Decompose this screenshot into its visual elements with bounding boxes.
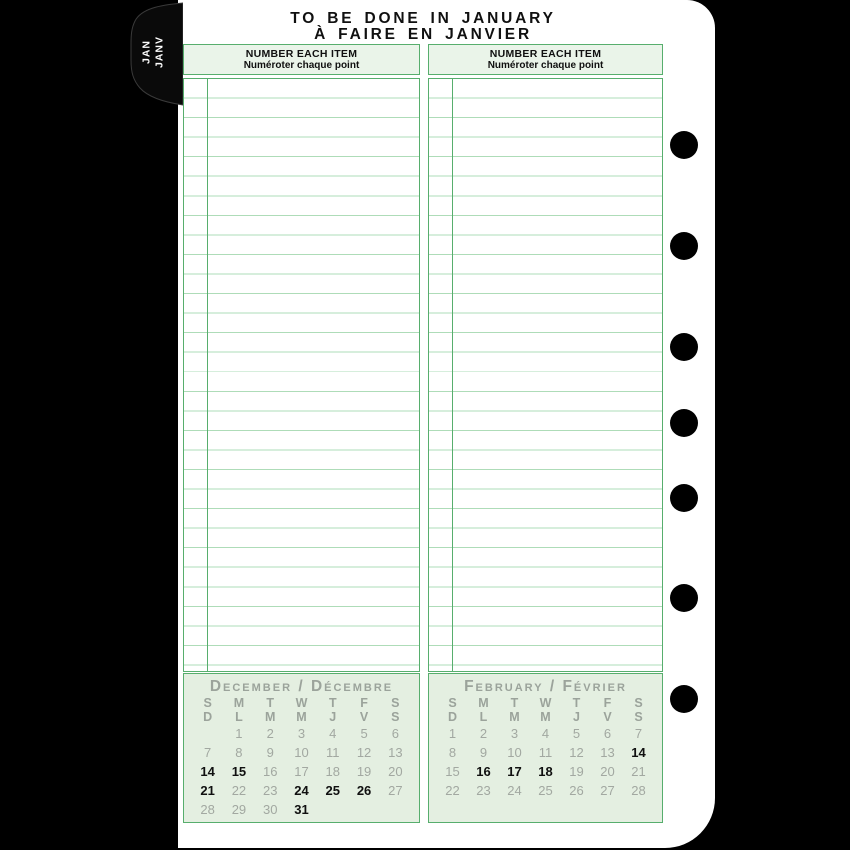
left-column-header <box>183 44 420 75</box>
date-cell: 20 <box>600 764 615 779</box>
date-cell: 23 <box>476 783 491 798</box>
dow-grid-fr <box>437 710 654 724</box>
date-cell: 1 <box>448 726 457 741</box>
date-cell: 9 <box>479 745 488 760</box>
date-cell: 20 <box>388 764 403 779</box>
punch-hole-7 <box>670 685 698 713</box>
tab-label-fr: JANV <box>153 35 165 68</box>
date-cell: 28 <box>200 802 215 817</box>
date-cell: 27 <box>600 783 615 798</box>
day-of-week-label: S <box>391 710 400 724</box>
day-of-week-label: F <box>360 696 368 710</box>
date-cell: 26 <box>569 783 584 798</box>
date-cell: 8 <box>235 745 243 760</box>
date-cell: 19 <box>569 764 584 779</box>
date-cell: 22 <box>445 783 460 798</box>
date-cell: 11 <box>538 745 553 760</box>
day-of-week-label: F <box>603 696 612 710</box>
date-cell: 25 <box>538 783 553 798</box>
day-of-week-label: T <box>572 696 581 710</box>
date-cell: 15 <box>231 764 247 779</box>
day-of-week-label: M <box>264 710 276 724</box>
date-cell: 16 <box>476 764 491 779</box>
dow-grid-en <box>192 696 411 710</box>
punch-hole-6 <box>670 584 698 612</box>
day-of-week-label: S <box>634 710 643 724</box>
tab-label-en: JAN <box>140 39 153 64</box>
date-cell: 10 <box>294 745 309 760</box>
right-column-header <box>428 44 663 75</box>
date-cell: 13 <box>600 745 615 760</box>
planner-page <box>140 0 715 848</box>
date-cell: 23 <box>262 783 278 798</box>
date-cell: 4 <box>541 726 550 741</box>
page-title-french: À FAIRE EN JANVIER <box>314 25 532 43</box>
date-cell: 16 <box>262 764 278 779</box>
punch-hole-3 <box>670 333 698 361</box>
date-cell: 13 <box>388 745 403 760</box>
dow-grid-en <box>437 696 654 710</box>
page-title <box>183 11 663 42</box>
day-of-week-label: W <box>539 696 552 710</box>
day-of-week-label: S <box>391 696 400 710</box>
date-cell: 21 <box>200 783 215 798</box>
day-of-week-label: S <box>203 696 212 710</box>
date-cell: 30 <box>262 802 278 817</box>
date-cell: 24 <box>507 783 522 798</box>
date-cell: 7 <box>204 745 212 760</box>
date-cell: 3 <box>297 726 306 741</box>
day-of-week-label: W <box>295 696 308 710</box>
date-cell: 17 <box>507 764 522 779</box>
date-cell: 29 <box>231 802 247 817</box>
month-tab-january <box>123 2 183 106</box>
date-cell: 18 <box>325 764 341 779</box>
date-cell: 22 <box>231 783 247 798</box>
day-of-week-label: T <box>266 696 275 710</box>
right-header-french: Numéroter chaque point <box>487 60 604 71</box>
date-cell: 3 <box>510 726 519 741</box>
date-cell: 1 <box>235 726 243 741</box>
day-of-week-label: M <box>296 710 307 724</box>
day-of-week-label: M <box>509 710 520 724</box>
date-cell: 6 <box>603 726 612 741</box>
right-number-column-divider <box>452 79 453 671</box>
day-of-week-label: M <box>540 710 551 724</box>
calendar-february <box>428 673 663 823</box>
day-of-week-label: V <box>603 710 612 724</box>
date-cell: 5 <box>360 726 368 741</box>
dates-grid <box>437 724 654 800</box>
punch-hole-2 <box>670 232 698 260</box>
day-of-week-label: M <box>233 696 245 710</box>
date-cell: 19 <box>356 764 372 779</box>
empty-date-cell <box>192 724 223 743</box>
calendar-december <box>183 673 420 823</box>
date-cell: 14 <box>631 745 646 760</box>
date-cell: 26 <box>356 783 372 798</box>
punch-hole-1 <box>670 131 698 159</box>
day-of-week-label: D <box>447 710 458 724</box>
day-of-week-label: S <box>448 696 457 710</box>
day-of-week-label: T <box>328 696 337 710</box>
tab-label <box>140 36 165 68</box>
date-cell: 6 <box>391 726 399 741</box>
day-of-week-label: T <box>510 696 519 710</box>
date-cell: 11 <box>326 745 340 760</box>
dates-grid <box>192 724 411 819</box>
date-cell: 9 <box>266 745 274 760</box>
dow-grid-fr <box>192 710 411 724</box>
date-cell: 2 <box>479 726 488 741</box>
date-cell: 7 <box>634 726 643 741</box>
date-cell: 17 <box>294 764 309 779</box>
page-title-english: TO BE DONE IN JANUARY <box>290 10 556 27</box>
date-cell: 10 <box>507 745 522 760</box>
date-cell: 31 <box>294 802 309 817</box>
left-header-french: Numéroter chaque point <box>243 60 360 71</box>
date-cell: 27 <box>388 783 403 798</box>
date-cell: 4 <box>329 726 337 741</box>
right-ruled-list <box>428 78 663 672</box>
date-cell: 25 <box>325 783 341 798</box>
punch-hole-5 <box>670 484 698 512</box>
calendar-title-december: December / Décembre <box>209 678 394 695</box>
day-of-week-label: L <box>479 710 488 724</box>
day-of-week-label: V <box>359 710 369 724</box>
date-cell: 8 <box>448 745 457 760</box>
date-cell: 2 <box>266 726 274 741</box>
day-of-week-label: J <box>329 710 337 724</box>
date-cell: 12 <box>356 745 372 760</box>
day-of-week-label: L <box>235 710 243 724</box>
date-cell: 21 <box>631 764 646 779</box>
left-number-column-divider <box>207 79 208 671</box>
right-header-english: NUMBER EACH ITEM <box>489 48 602 60</box>
date-cell: 15 <box>445 764 460 779</box>
day-of-week-label: J <box>573 710 580 724</box>
left-ruled-list <box>183 78 420 672</box>
day-of-week-label: S <box>634 696 643 710</box>
day-of-week-label: M <box>478 696 489 710</box>
day-of-week-label: D <box>203 710 213 724</box>
date-cell: 18 <box>538 764 553 779</box>
date-cell: 12 <box>569 745 584 760</box>
date-cell: 28 <box>631 783 646 798</box>
calendar-title-february: February / Février <box>464 678 627 695</box>
date-cell: 5 <box>572 726 581 741</box>
date-cell: 14 <box>200 764 215 779</box>
punch-hole-4 <box>670 409 698 437</box>
left-header-english: NUMBER EACH ITEM <box>245 48 358 60</box>
date-cell: 24 <box>294 783 309 798</box>
